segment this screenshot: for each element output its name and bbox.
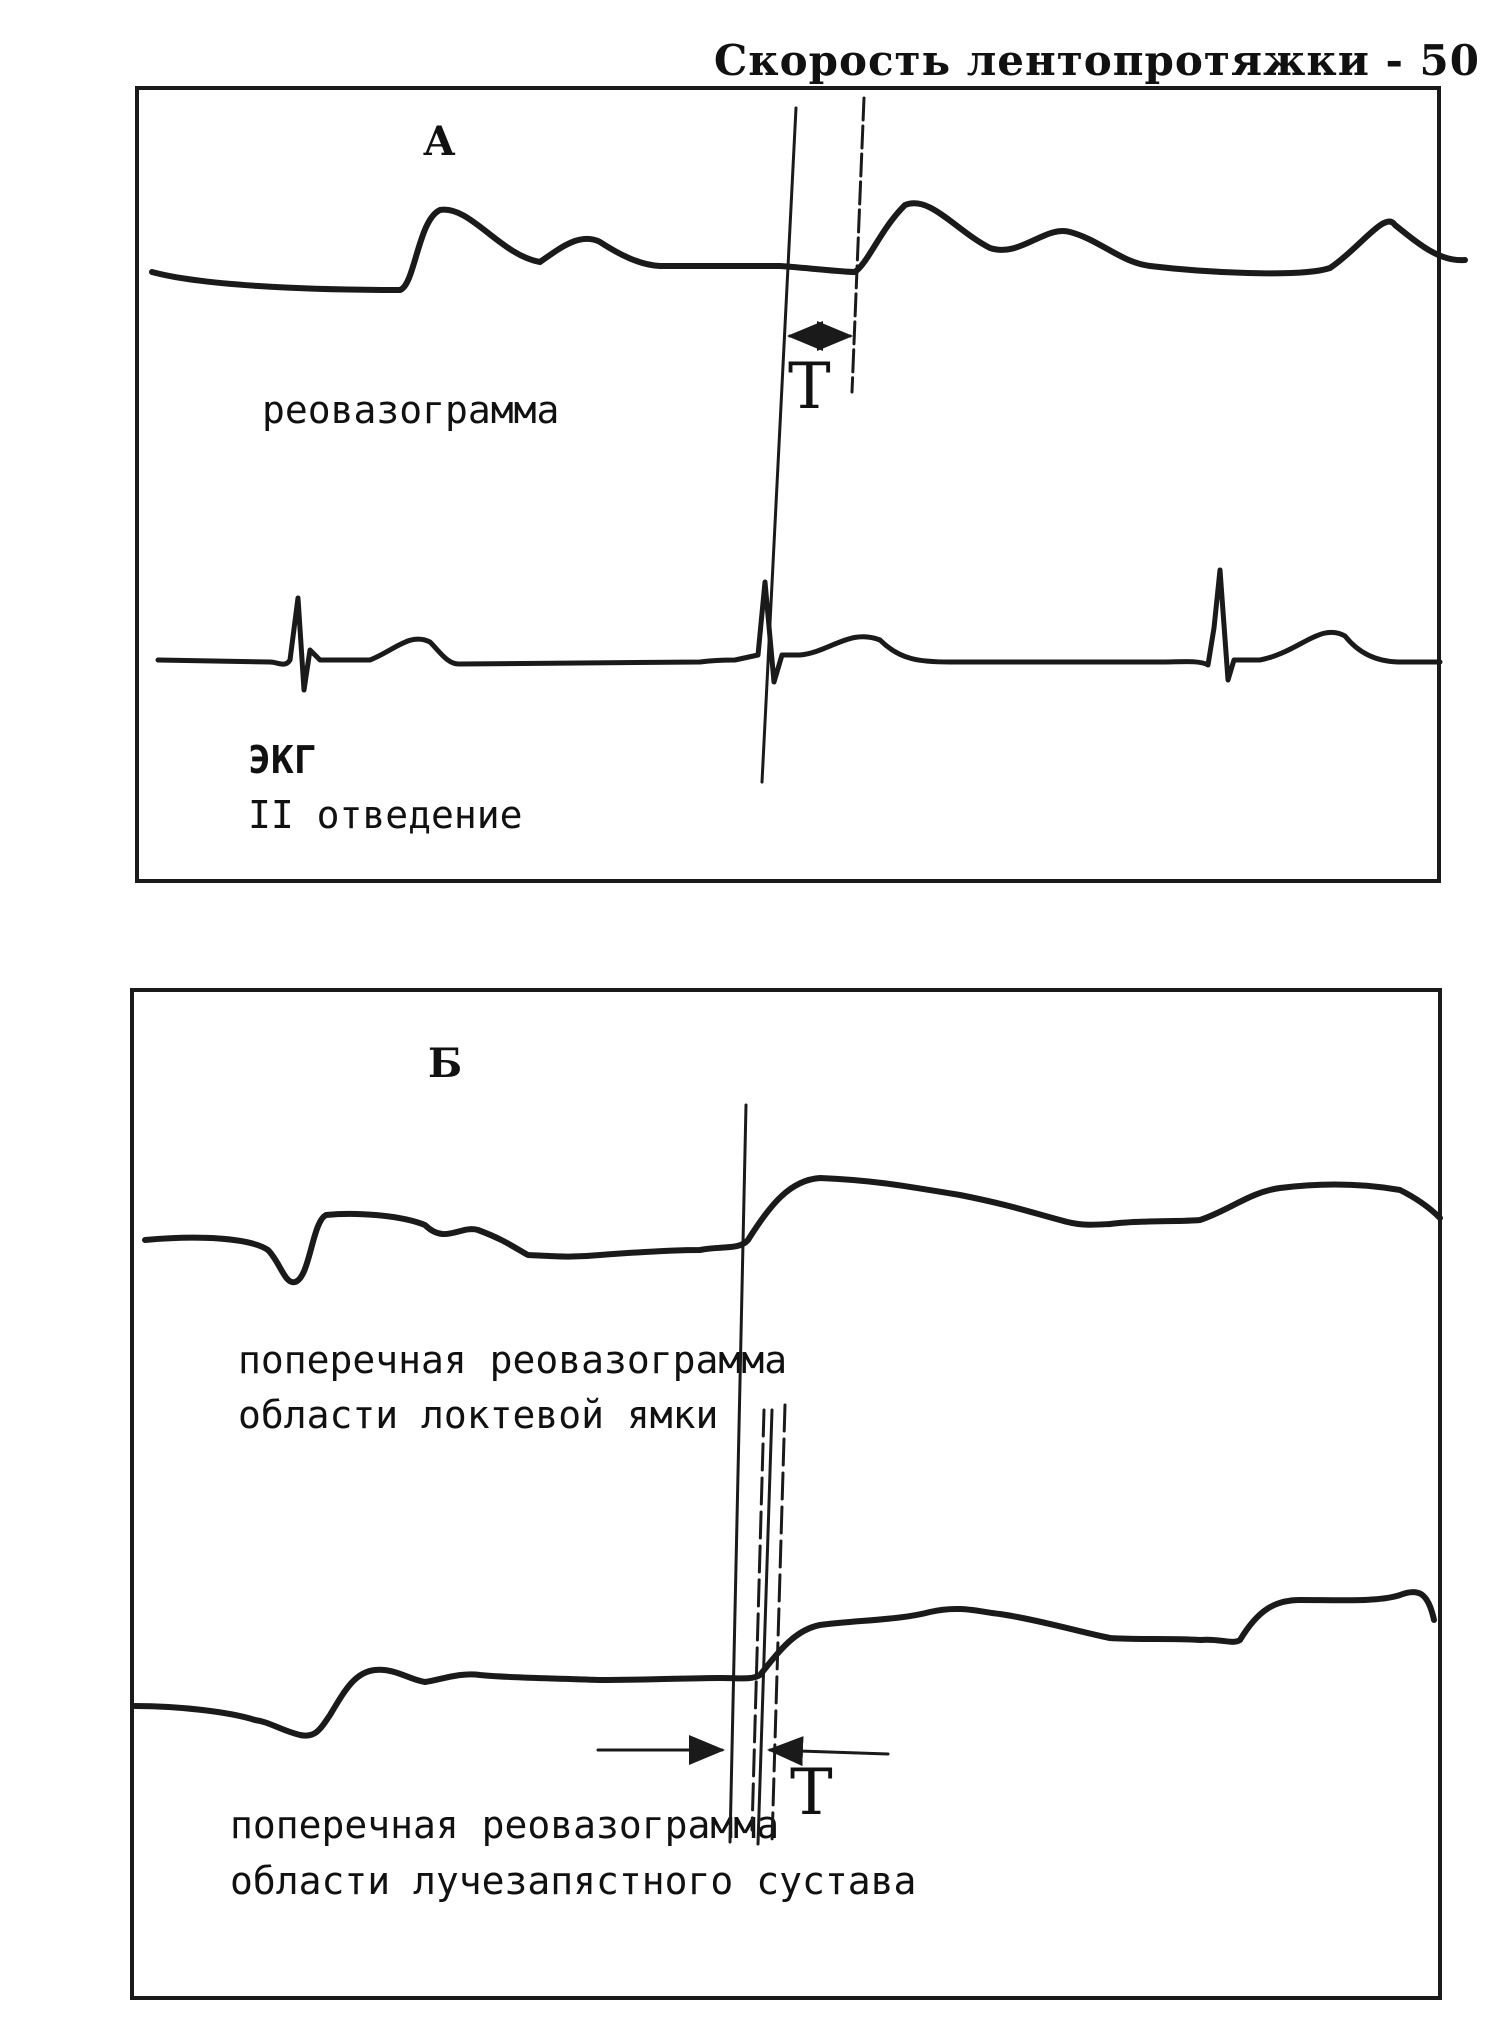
ulnar-fossa-label-line1: поперечная реовазограмма [238,1338,788,1382]
ecg-label: ЭКГ [248,738,317,782]
rheovasogram-trace [152,203,1465,290]
wrist-label-line2: области лучезапястного сустава [230,1859,917,1903]
panel-a-interval-label: T [788,350,831,424]
ecg-lead-label: II отведение [248,793,523,837]
panel-b-interval-arrow-right [770,1750,888,1754]
panel-b-interval-label: T [790,1756,833,1830]
panel-b-letter: Б [428,1040,463,1087]
panel-b-sync-line-2 [752,1410,764,1830]
panel-b-sync-line-1 [730,1105,746,1842]
wrist-label-line1: поперечная реовазограмма [230,1803,780,1847]
ulnar-fossa-trace [145,1178,1440,1282]
page-header: Скорость лентопротяжки - 50 [713,36,1480,85]
wrist-trace [135,1592,1434,1736]
rheovasogram-label: реовазограмма [262,388,560,432]
panel-a-letter: А [423,118,456,165]
panel-b-sync-line-3 [758,1410,772,1844]
ecg-trace [158,570,1440,690]
panel-b-sync-line-4 [772,1405,785,1842]
panel-a-sync-line-2 [852,98,864,392]
ulnar-fossa-label-line2: области локтевой ямки [238,1393,719,1437]
panel-a-sync-line-1 [762,108,796,782]
